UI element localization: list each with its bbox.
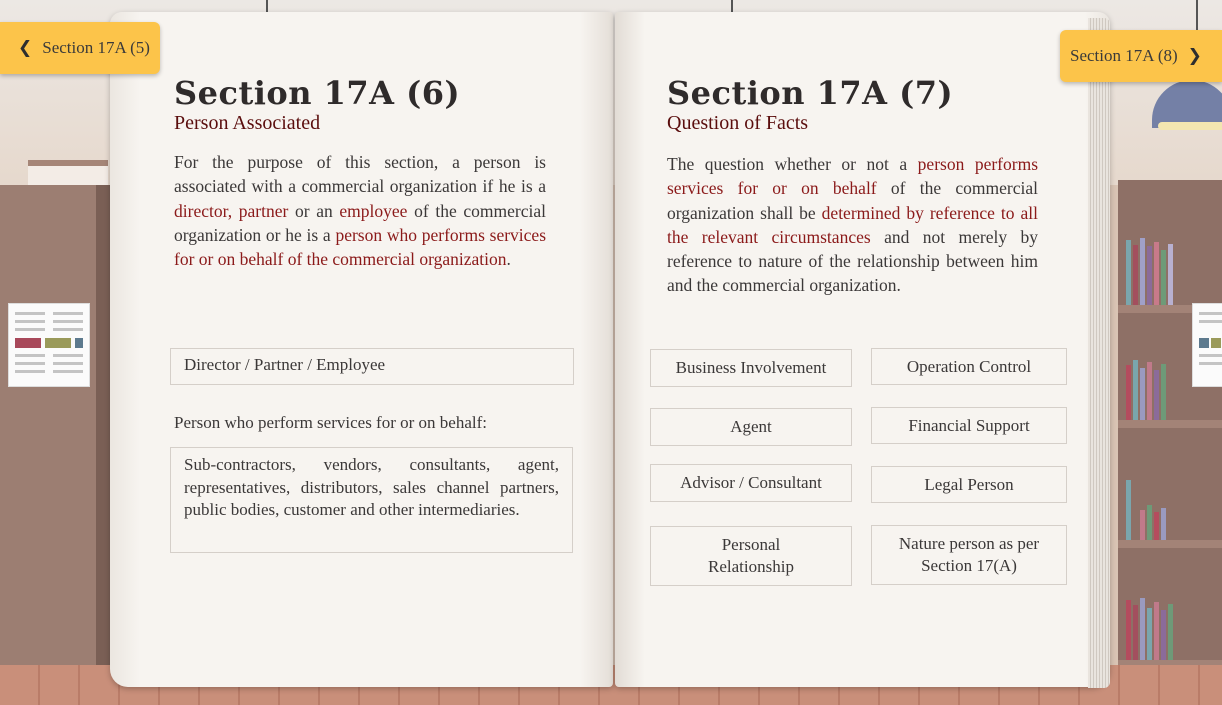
advisor-consultant-button[interactable]: Advisor / Consultant [650, 464, 852, 502]
legal-person-button[interactable]: Legal Person [871, 466, 1067, 503]
chevron-right-icon: ❯ [1187, 46, 1202, 66]
wall-poster-right [1192, 303, 1222, 387]
page-edge [1088, 18, 1110, 688]
lamp-glow [1158, 122, 1222, 130]
right-page-highlight: person performs services for or on behalf [667, 154, 1039, 199]
left-page-highlight: person who performs services for or on behalf of the commercial organization [174, 224, 547, 270]
right-page-text: of the commercial organization shall be [667, 178, 1038, 223]
left-bookshelf [0, 185, 110, 705]
left-page-text: . [506, 249, 511, 270]
next-section-button[interactable] [1060, 30, 1222, 82]
left-page-highlight: employee [339, 200, 408, 221]
left-page-title: Section 17A (6) [174, 74, 461, 112]
right-bookshelf [1118, 180, 1222, 705]
associated-roles-box: Director / Partner / Employee [170, 348, 574, 385]
right-page-title: Section 17A (7) [667, 74, 954, 112]
left-page-subtitle: Person Associated [174, 112, 321, 134]
left-page-text: of the commercial organization or he is a [174, 200, 546, 245]
left-page-highlight: director, partner [174, 200, 289, 221]
left-page-paragraph [174, 150, 546, 271]
chevron-left-icon: ❮ [18, 38, 33, 58]
agent-button[interactable]: Agent [650, 408, 852, 446]
right-page-highlight: determined by reference to all the relevant circumstances [667, 202, 1038, 247]
wall-poster [8, 303, 90, 387]
left-page-text: For the purpose of this section, a person is associated with a commercial organization if he is a [174, 152, 546, 197]
financial-support-button[interactable]: Financial Support [871, 407, 1067, 444]
operation-control-button[interactable]: Operation Control [871, 348, 1067, 385]
next-section-label: Section 17A (8) [1070, 46, 1178, 65]
prev-section-button[interactable] [0, 22, 160, 74]
nature-person-button[interactable]: Nature person as per Section 17(A) [871, 525, 1067, 585]
left-page-text: or an [288, 200, 340, 221]
personal-relationship-button[interactable]: Personal Relationship [650, 526, 852, 586]
right-page-subtitle: Question of Facts [667, 112, 809, 134]
right-page-text: The question whether or not a [667, 154, 918, 174]
services-label: Person who perform services for or on behalf: [174, 413, 487, 432]
service-providers-box: Sub-contractors, vendors, consultants, agent, representatives, distributors, sales channel partners, public bodies, customer and other intermediaries. [170, 447, 573, 553]
right-page-paragraph [667, 152, 1038, 298]
prev-section-label: Section 17A (5) [42, 38, 150, 57]
right-page-text: and not merely by reference to nature of the relationship between him and the commercial organization. [667, 226, 1039, 296]
business-involvement-button[interactable]: Business Involvement [650, 349, 852, 387]
